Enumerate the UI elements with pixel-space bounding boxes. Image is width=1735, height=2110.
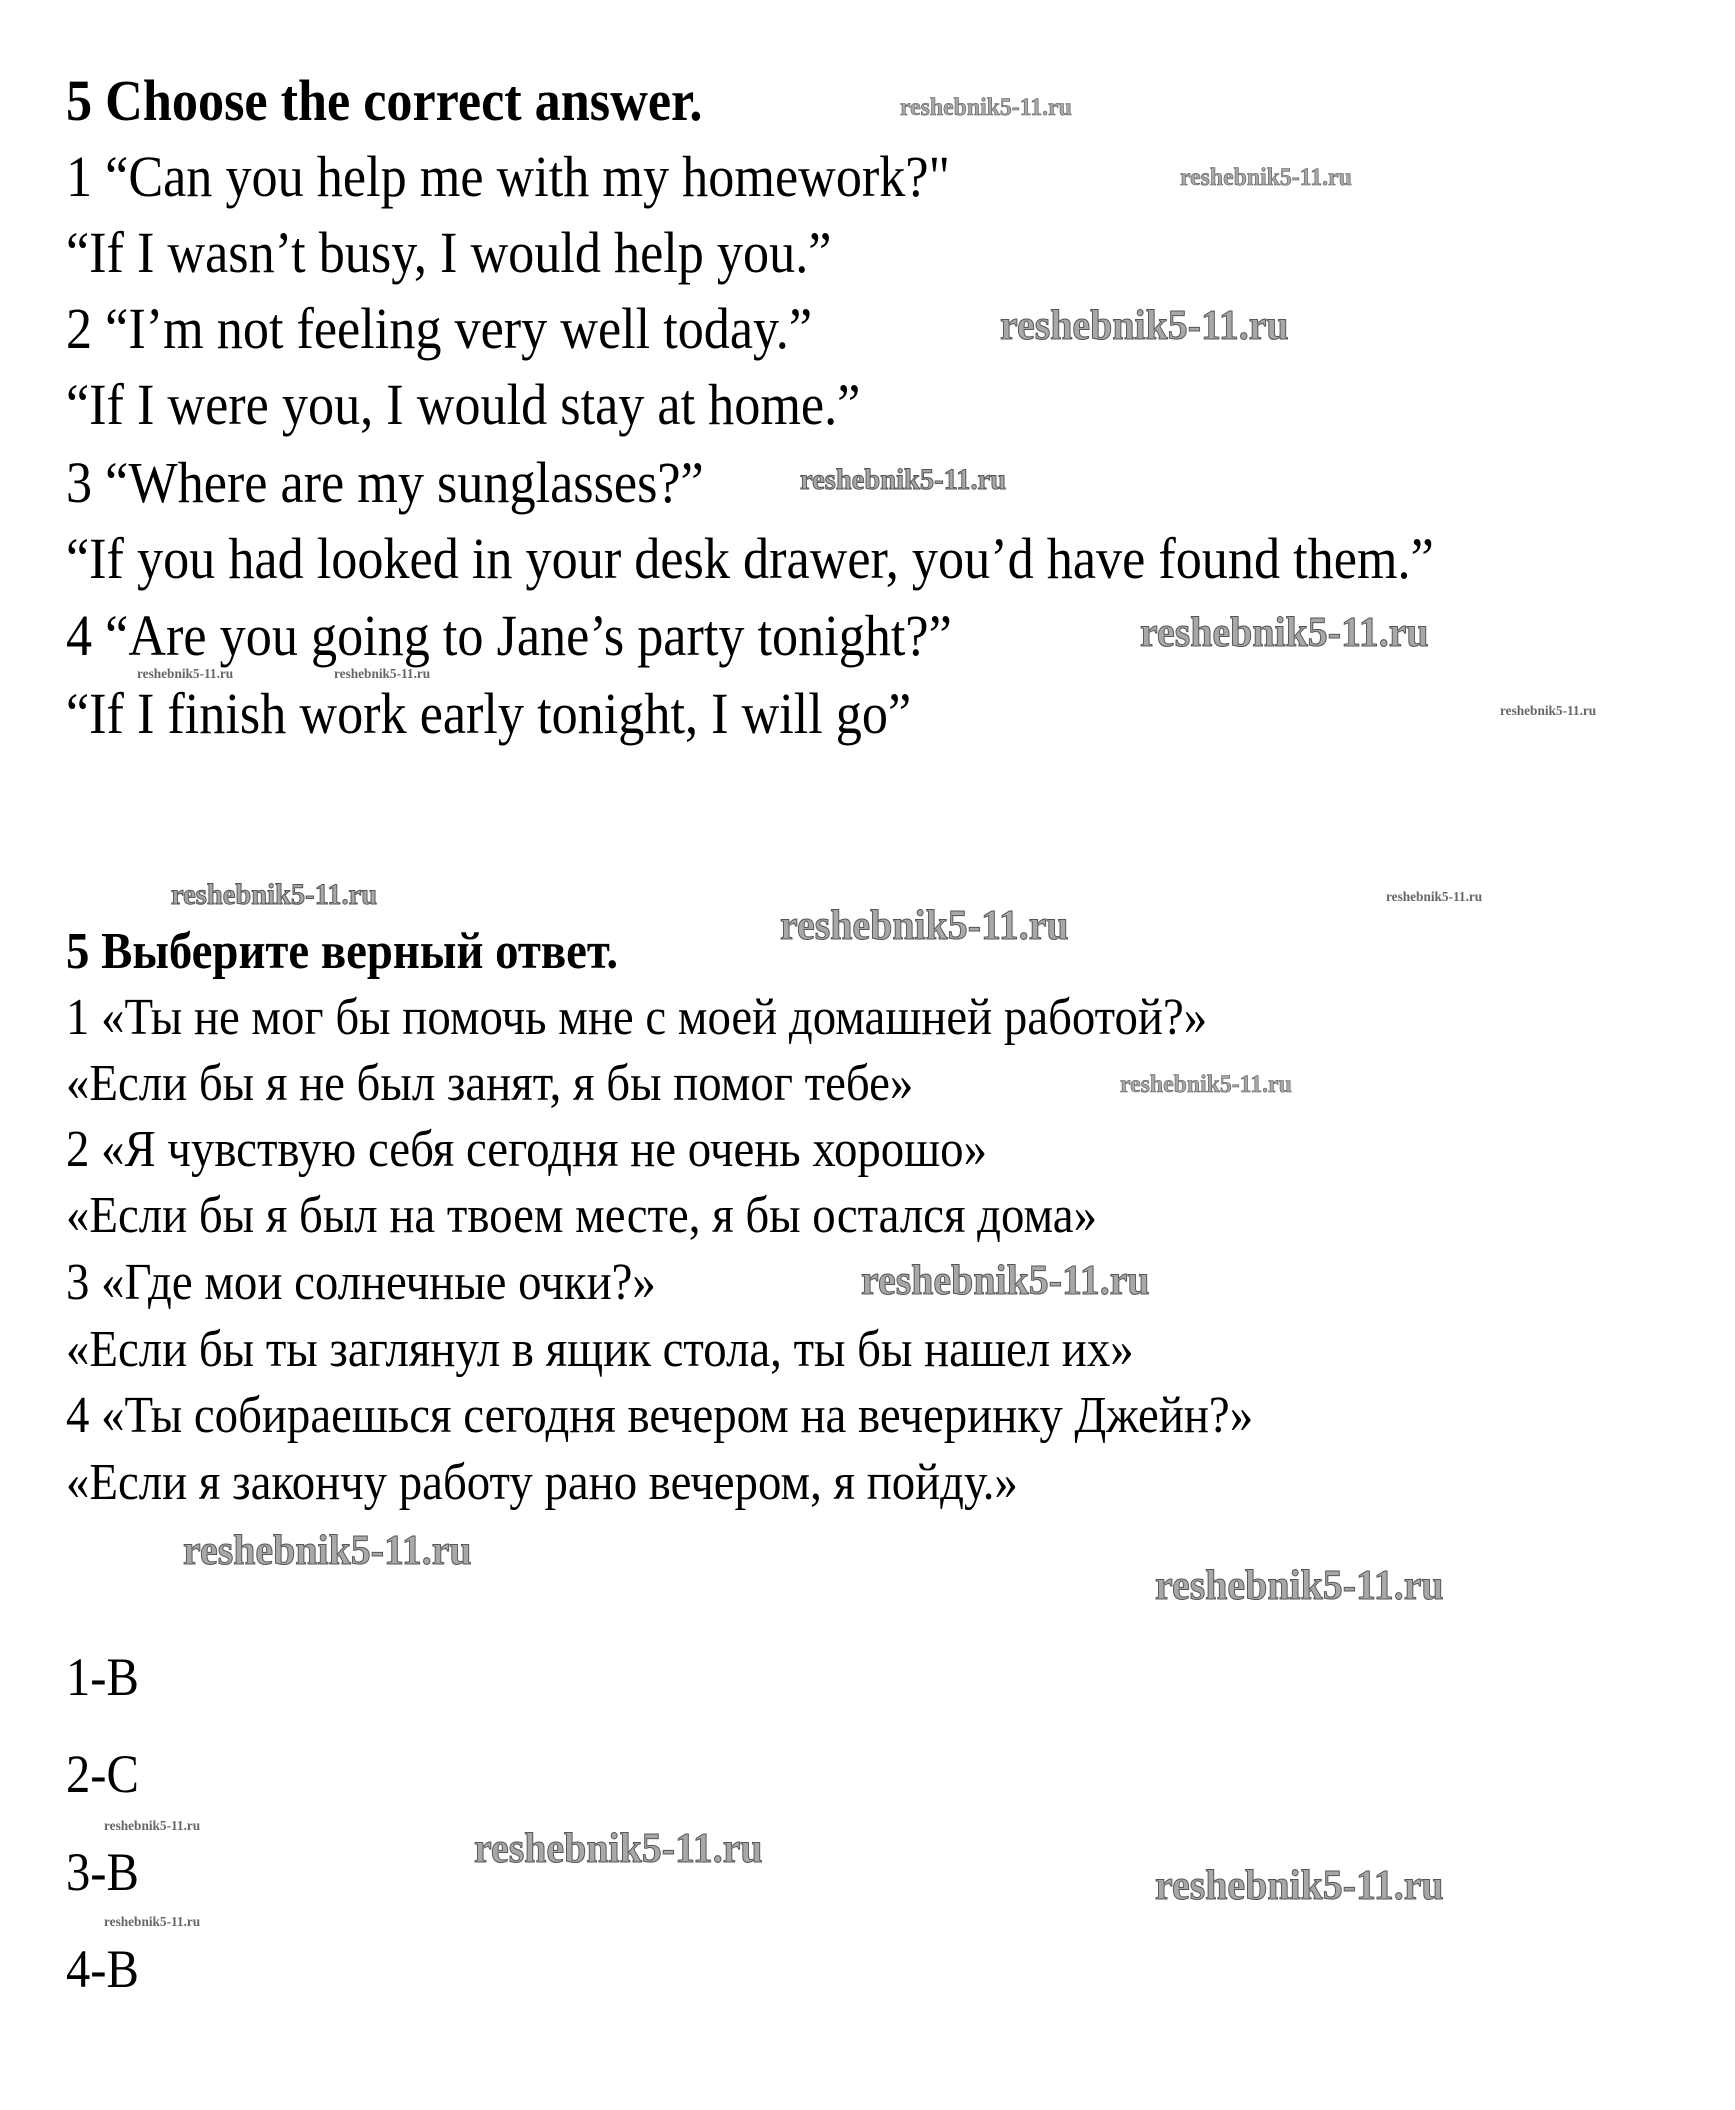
watermark: reshebnik5-11.ru — [1500, 704, 1597, 719]
watermark: reshebnik5-11.ru — [800, 463, 1007, 496]
english-line: 2 “I’m not feeling very well today.” — [66, 296, 813, 361]
watermark: reshebnik5-11.ru — [900, 94, 1072, 121]
watermark: reshebnik5-11.ru — [780, 903, 1069, 949]
russian-line: «Если бы я был на твоем месте, я бы остался дома» — [66, 1187, 1097, 1244]
english-line: “If I were you, I would stay at home.” — [66, 372, 861, 437]
english-line: “If I finish work early tonight, I will go” — [66, 681, 912, 746]
english-line: “If I wasn’t busy, I would help you.” — [66, 220, 832, 285]
russian-line: 4 «Ты собираешься сегодня вечером на вечеринку Джейн?» — [66, 1387, 1254, 1444]
watermark: reshebnik5-11.ru — [861, 1258, 1150, 1304]
russian-line: 3 «Где мои солнечные очки?» — [66, 1254, 656, 1311]
russian-line: «Если бы я не был занят, я бы помог тебе» — [66, 1055, 914, 1112]
answer-item: 1-B — [66, 1647, 139, 1707]
english-line: 3 “Where are my sunglasses?” — [66, 450, 704, 515]
russian-line: 2 «Я чувствую себя сегодня не очень хорошо» — [66, 1121, 987, 1178]
watermark: reshebnik5-11.ru — [183, 1528, 472, 1574]
answer-item: 2-C — [66, 1744, 139, 1804]
watermark: reshebnik5-11.ru — [1386, 890, 1483, 905]
english-line: 4 “Are you going to Jane’s party tonight?” — [66, 603, 952, 668]
watermark: reshebnik5-11.ru — [171, 878, 378, 911]
english-line: 1 “Can you help me with my homework?" — [66, 144, 950, 209]
english-line: “If you had looked in your desk drawer, you’d have found them.” — [66, 526, 1434, 591]
russian-line: «Если бы ты заглянул в ящик стола, ты бы нашел их» — [66, 1321, 1134, 1378]
watermark: reshebnik5-11.ru — [474, 1826, 763, 1872]
russian-title: 5 Выберите верный ответ. — [66, 923, 619, 980]
watermark: reshebnik5-11.ru — [1155, 1563, 1444, 1609]
answer-item: 4-B — [66, 1939, 139, 1999]
answer-item: 3-B — [66, 1842, 139, 1902]
watermark: reshebnik5-11.ru — [137, 667, 234, 682]
english-title: 5 Choose the correct answer. — [66, 68, 703, 133]
watermark: reshebnik5-11.ru — [1140, 610, 1429, 656]
russian-line: 1 «Ты не мог бы помочь мне с моей домашней работой?» — [66, 989, 1208, 1046]
watermark: reshebnik5-11.ru — [1120, 1071, 1292, 1098]
russian-line: «Если я закончу работу рано вечером, я пойду.» — [66, 1454, 1018, 1511]
watermark: reshebnik5-11.ru — [1155, 1863, 1444, 1909]
watermark: reshebnik5-11.ru — [1000, 303, 1289, 349]
watermark: reshebnik5-11.ru — [104, 1819, 201, 1834]
watermark: reshebnik5-11.ru — [1180, 164, 1352, 191]
watermark: reshebnik5-11.ru — [104, 1915, 201, 1930]
watermark: reshebnik5-11.ru — [334, 667, 431, 682]
